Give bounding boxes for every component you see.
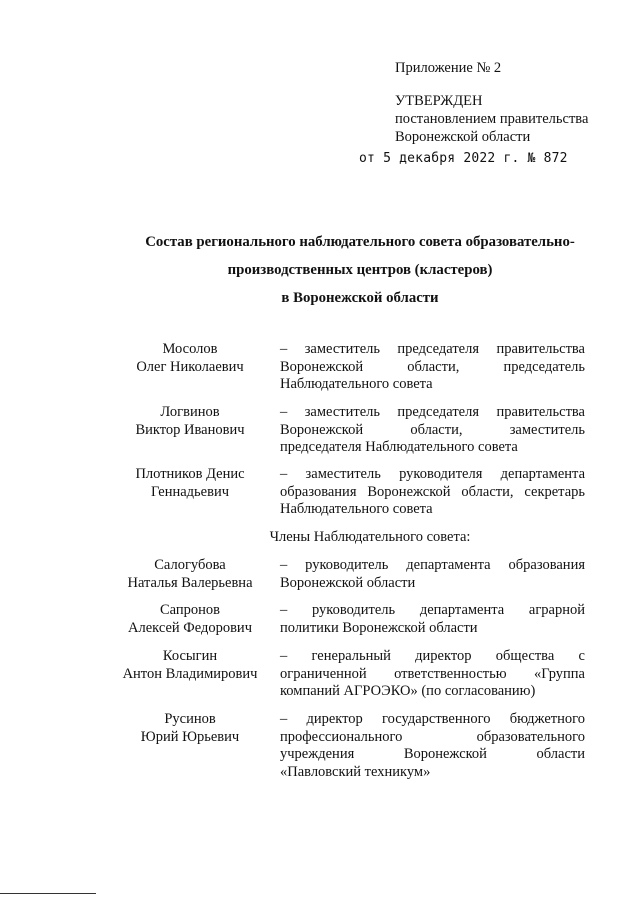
person-role [280, 557, 585, 592]
person-given-name: Юрий Юрьевич [140, 728, 240, 745]
role-line: Наблюдательного совета [280, 501, 433, 517]
person-surname: Плотников Денис [135, 466, 245, 482]
role-line: – руководитель департамента аграрной [280, 602, 585, 618]
person-given-name: Геннадьевич [151, 483, 229, 500]
role-line: «Павловский техникум» [280, 763, 431, 780]
role-line: – генеральный директор общества с [280, 648, 585, 664]
role-line: Воронежской области, заместитель [280, 421, 585, 438]
person-given-name: Олег Николаевич [136, 358, 244, 375]
person-name [112, 648, 268, 683]
footer-rule [0, 893, 96, 894]
role-line: председателя Наблюдательного совета [280, 439, 518, 455]
person-role [280, 648, 585, 701]
person-given-name: Наталья Валерьевна [127, 574, 253, 591]
person-given-name: Виктор Иванович [135, 421, 245, 438]
person-surname: Сапронов [159, 602, 221, 618]
role-line: профессионального образовательного [280, 728, 585, 745]
title-line-2: производственных центров (кластеров) [227, 262, 493, 278]
decree-line-1: постановлением правительства [395, 111, 589, 127]
person-name [112, 602, 268, 637]
appendix-label: Приложение № 2 [395, 60, 502, 76]
role-line: учреждения Воронежской области [280, 746, 585, 762]
decree-date-stamp: от 5 декабря 2022 г. № 872 [359, 151, 568, 166]
role-line: компаний АГРОЭКО» (по согласованию) [280, 683, 536, 699]
person-role [280, 711, 585, 781]
title-line-1: Состав регионального наблюдательного совета образовательно- [145, 234, 575, 250]
person-name [112, 557, 268, 592]
person-role [280, 466, 585, 519]
role-line: Наблюдательного совета [280, 376, 433, 392]
person-given-name: Антон Владимирович [122, 665, 258, 682]
role-line: образования Воронежской области, секретарь [280, 483, 585, 500]
person-surname: Русинов [164, 711, 216, 727]
person-name [112, 341, 268, 376]
person-name [112, 466, 268, 501]
person-surname: Салогубова [154, 557, 226, 573]
person-given-name: Алексей Федорович [128, 619, 252, 636]
role-line: политики Воронежской области [280, 619, 478, 636]
person-role [280, 341, 585, 394]
person-surname: Логвинов [160, 404, 220, 420]
approval-block [395, 92, 588, 146]
person-role [280, 602, 585, 637]
person-role [280, 404, 585, 457]
role-line: Воронежской области [280, 574, 416, 591]
title-line-3: в Воронежской области [281, 290, 439, 306]
members-heading: Члены Наблюдательного совета: [269, 529, 471, 545]
role-line: Воронежской области, председатель [280, 358, 585, 375]
role-line: – директор государственного бюджетного [280, 711, 585, 727]
document-title [100, 228, 620, 312]
person-name [112, 404, 268, 439]
role-line: – заместитель председателя правительства [280, 404, 585, 420]
person-surname: Мосолов [162, 341, 218, 357]
person-surname: Косыгин [162, 648, 218, 664]
approved-label: УТВЕРЖДЕН [395, 93, 483, 109]
role-line: – руководитель департамента образования [280, 557, 585, 573]
role-line: – заместитель председателя правительства [280, 341, 585, 357]
role-line: – заместитель руководителя департамента [280, 466, 585, 482]
role-line: ограниченной ответственностью «Группа [280, 665, 585, 682]
person-name [112, 711, 268, 746]
decree-line-2: Воронежской области [395, 129, 531, 145]
